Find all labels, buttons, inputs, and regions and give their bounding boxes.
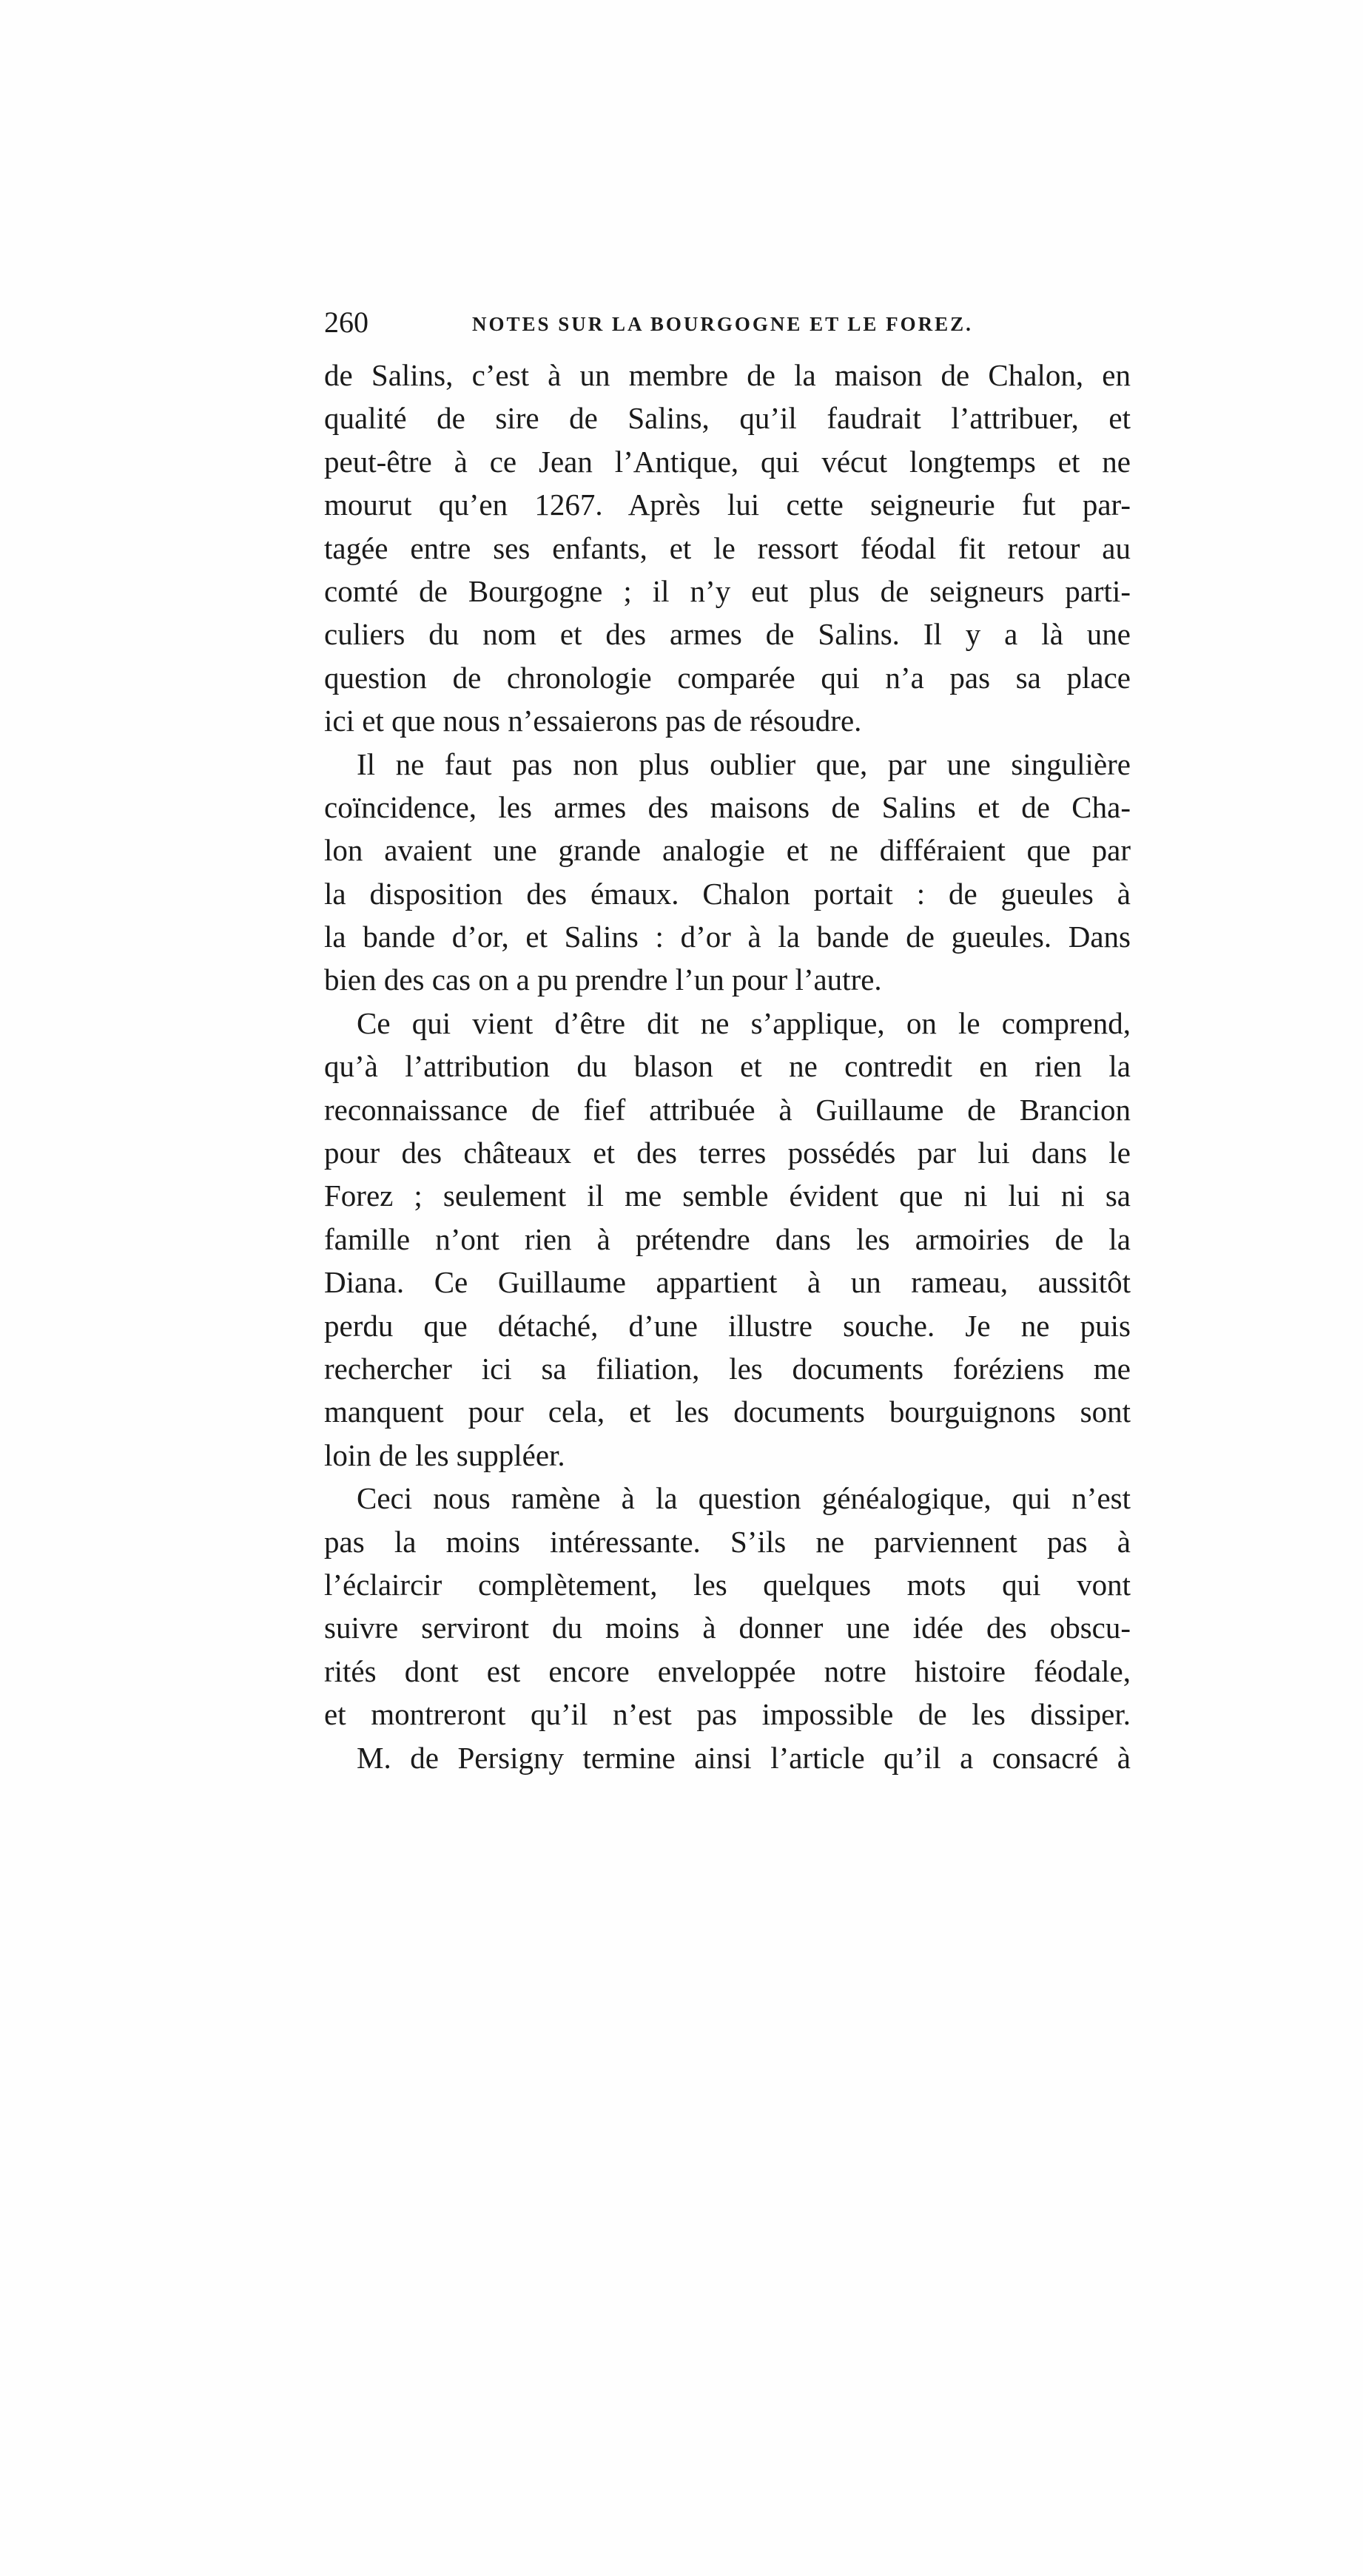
text-line: lon avaient une grande analogie et ne différaient que par	[324, 833, 1131, 868]
text-line: la disposition des émaux. Chalon portait : de gueules à	[324, 876, 1131, 911]
text-line: tagée entre ses enfants, et le ressort féodal fit retour au	[324, 530, 1131, 565]
paragraph-start-line: Il ne faut pas non plus oublier que, par une singulière	[357, 746, 1131, 781]
text-line: la bande d’or, et Salins : d’or à la bande de gueules. Dans	[324, 920, 1131, 954]
text-line: mourut qu’en 1267. Après lui cette seigneurie fut par-	[324, 488, 1131, 522]
text-line: manquent pour cela, et les documents bourguignons sont	[324, 1395, 1131, 1429]
text-line: question de chronologie comparée qui n’a pas sa place	[324, 660, 1131, 695]
paragraph-start-line: Ceci nous ramène à la question généalogique, qui n’est	[357, 1481, 1131, 1516]
text-line: suivre serviront du moins à donner une idée des obscu-	[324, 1611, 1131, 1645]
text-line: rechercher ici sa filiation, les documents foréziens me	[324, 1351, 1131, 1386]
text-line: rités dont est encore enveloppée notre histoire féodale,	[324, 1653, 1131, 1688]
running-title: NOTES SUR LA BOURGOGNE ET LE FOREZ.	[472, 313, 973, 335]
paragraph-start-line: M. de Persigny termine ainsi l’article qu’il a consacré à	[357, 1740, 1131, 1775]
text-line: peut-être à ce Jean l’Antique, qui vécut longtemps et ne	[324, 444, 1131, 479]
body-text	[324, 354, 1131, 1779]
text-line: de Salins, c’est à un membre de la maison de Chalon, en	[324, 358, 1131, 392]
paragraph-end-line: et montreront qu’il n’est pas impossible de les dissiper.	[324, 1697, 1131, 1732]
text-line: perdu que détaché, d’une illustre souche. Je ne puis	[324, 1308, 1131, 1343]
text-line: Diana. Ce Guillaume appartient à un rameau, aussitôt	[324, 1265, 1131, 1300]
text-line: pour des châteaux et des terres possédés par lui dans le	[324, 1136, 1131, 1170]
text-line: Forez ; seulement il me semble évident que ni lui ni sa	[324, 1179, 1131, 1213]
text-line: culiers du nom et des armes de Salins. Il y a là une	[324, 617, 1131, 652]
text-line: coïncidence, les armes des maisons de Salins et de Cha-	[324, 789, 1131, 824]
text-line: comté de Bourgogne ; il n’y eut plus de seigneurs parti-	[324, 573, 1131, 608]
text-line: reconnaissance de fief attribuée à Guillaume de Brancion	[324, 1092, 1131, 1127]
paragraph-end-line: ici et que nous n’essaierons pas de résoudre.	[324, 704, 862, 738]
text-line: famille n’ont rien à prétendre dans les armoiries de la	[324, 1221, 1131, 1256]
text-line: pas la moins intéressante. S’ils ne parviennent pas à	[324, 1524, 1131, 1559]
text-line: qualité de sire de Salins, qu’il faudrait l’attribuer, et	[324, 401, 1131, 436]
text-line: l’éclaircir complètement, les quelques mots qui vont	[324, 1567, 1131, 1602]
paragraph-end-line: bien des cas on a pu prendre l’un pour l’autre.	[324, 962, 882, 997]
text-line: qu’à l’attribution du blason et ne contredit en rien la	[324, 1049, 1131, 1084]
paragraph-start-line: Ce qui vient d’être dit ne s’applique, on le comprend,	[357, 1005, 1131, 1040]
paragraph-end-line: loin de les suppléer.	[324, 1437, 565, 1472]
page-header	[324, 302, 1131, 343]
page-number: 260	[324, 306, 368, 339]
